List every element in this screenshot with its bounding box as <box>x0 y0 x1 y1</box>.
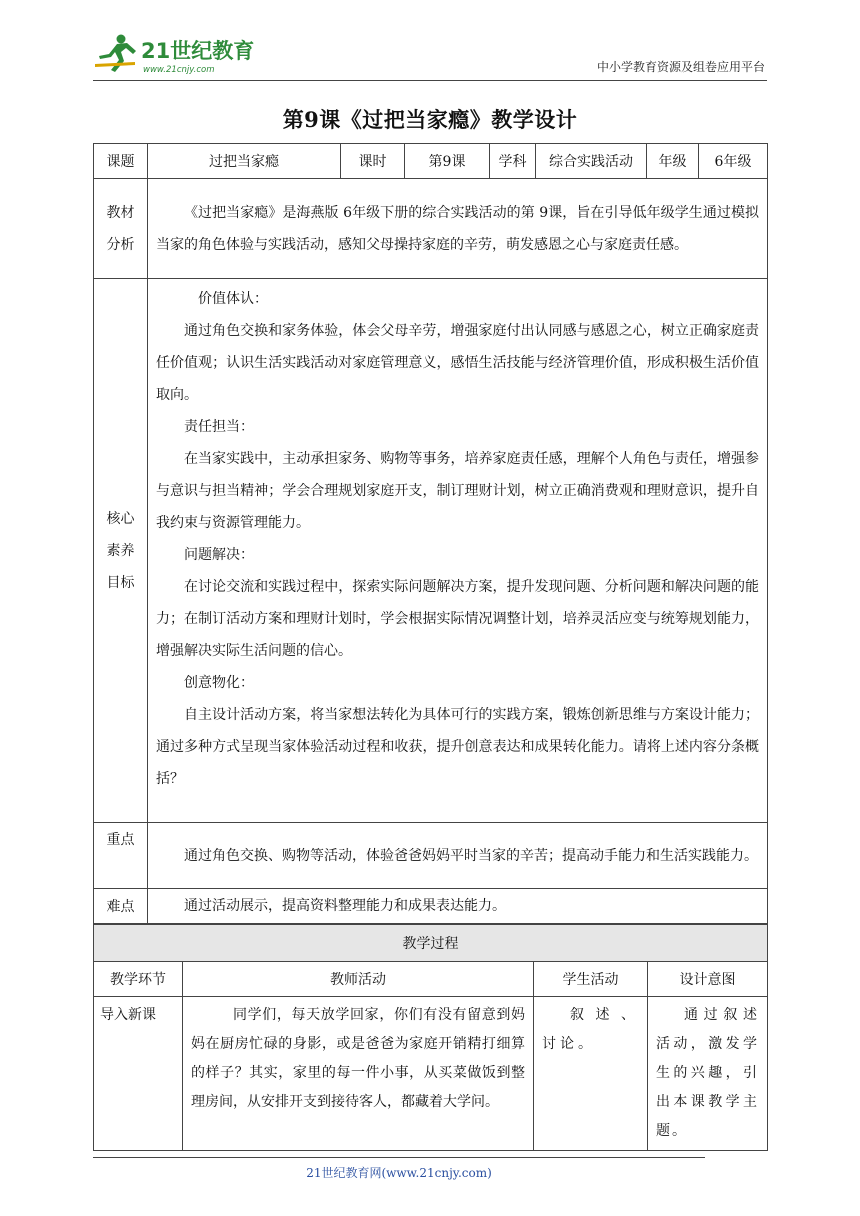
key-point-text: 通过角色交换、购物等活动，体验爸爸妈妈平时当家的辛苦；提高动手能力和生活实践能力。 <box>148 823 768 889</box>
logo-url: www.21cnjy.com <box>143 65 215 75</box>
footer-divider <box>93 1157 705 1158</box>
process-header-row <box>94 962 768 997</box>
core-label: 核心素养目标 <box>94 279 148 823</box>
runner-icon <box>95 35 136 73</box>
core-heading: 价值体认： <box>198 291 268 307</box>
material-label: 教材分析 <box>94 179 148 279</box>
topic-label: 课题 <box>94 144 148 179</box>
design-intent-cell: 通过叙述活动，激发学生的兴趣，引出本课教学主题。 <box>648 997 768 1151</box>
student-activity-cell: 叙述、讨论。 <box>534 997 648 1151</box>
core-row <box>94 279 768 823</box>
difficulty-text: 通过活动展示，提高资料整理能力和成果表达能力。 <box>148 889 768 924</box>
core-heading: 创意物化： <box>184 675 254 691</box>
teaching-process-table <box>93 924 768 1151</box>
platform-name: 中小学教育资源及组卷应用平台 <box>596 60 765 74</box>
column-header: 设计意图 <box>648 962 768 997</box>
subject-value: 综合实践活动 <box>536 144 647 179</box>
material-row <box>94 179 768 279</box>
footer-text: 21世纪教育网(www.21cnjy.com) <box>306 1166 492 1180</box>
teacher-activity-cell: 同学们，每天放学回家，你们有没有留意到妈妈在厨房忙碌的身影，或是爸爸为家庭开销精打细算的样子？其实，家里的每一件小事，从买菜做饭到整理房间，从安排开支到接待客人，都藏着大学问。 <box>183 997 534 1151</box>
core-heading: 问题解决： <box>184 547 254 563</box>
core-text: 在当家实践中，主动承担家务、购物等事务，培养家庭责任感，理解个人角色与责任，增强参与意识与担当精神；学会合理规划家庭开支，制订理财计划，树立正确消费观和理财意识，提升自我约束与资源管理能力。 <box>156 451 759 531</box>
logo-text: 21世纪教育 <box>141 39 255 63</box>
key-point-label: 重点 <box>94 823 148 889</box>
info-row <box>94 144 768 179</box>
core-text: 自主设计活动方案，将当家想法转化为具体可行的实践方案，锻炼创新思维与方案设计能力；通过多种方式呈现当家体验活动过程和收获，提升创意表达和成果转化能力。请将上述内容分条概括？ <box>156 707 759 787</box>
process-title: 教学过程 <box>94 925 768 962</box>
difficulty-label: 难点 <box>94 889 148 924</box>
core-heading: 责任担当： <box>184 419 254 435</box>
topic-value: 过把当家瘾 <box>148 144 341 179</box>
grade-value: 6年级 <box>699 144 768 179</box>
grade-label: 年级 <box>647 144 699 179</box>
table-row <box>94 997 768 1151</box>
key-point-row <box>94 823 768 889</box>
page-header <box>93 28 767 81</box>
stage-cell: 导入新课 <box>94 997 183 1151</box>
core-content <box>148 279 768 823</box>
period-value: 第9课 <box>405 144 490 179</box>
core-text: 通过角色交换和家务体验，体会父母辛劳，增强家庭付出认同感与感恩之心，树立正确家庭责任价值观；认识生活实践活动对家庭管理意义，感悟生活技能与经济管理价值，形成积极生活价值取向。 <box>156 323 759 403</box>
process-title-row <box>94 925 768 962</box>
subject-label: 学科 <box>490 144 536 179</box>
column-header: 教学环节 <box>94 962 183 997</box>
core-text: 在讨论交流和实践过程中，探索实际问题解决方案，提升发现问题、分析问题和解决问题的能力；在制订活动方案和理财计划时，学会根据实际情况调整计划，培养灵活应变与统筹规划能力，增强解决实际生活问题的信心。 <box>156 579 759 659</box>
material-text: 《过把当家瘾》是海燕版 6年级下册的综合实践活动的第 9课，旨在引导低年级学生通过模拟当家的角色体验与实践活动，感知父母操持家庭的辛劳，萌发感恩之心与家庭责任感。 <box>148 179 768 279</box>
column-header: 教师活动 <box>183 962 534 997</box>
logo <box>95 32 265 76</box>
lesson-info-table <box>93 143 768 924</box>
difficulty-row <box>94 889 768 924</box>
period-label: 课时 <box>341 144 405 179</box>
column-header: 学生活动 <box>534 962 648 997</box>
document-title: 第9课《过把当家瘾》教学设计 <box>282 107 578 132</box>
